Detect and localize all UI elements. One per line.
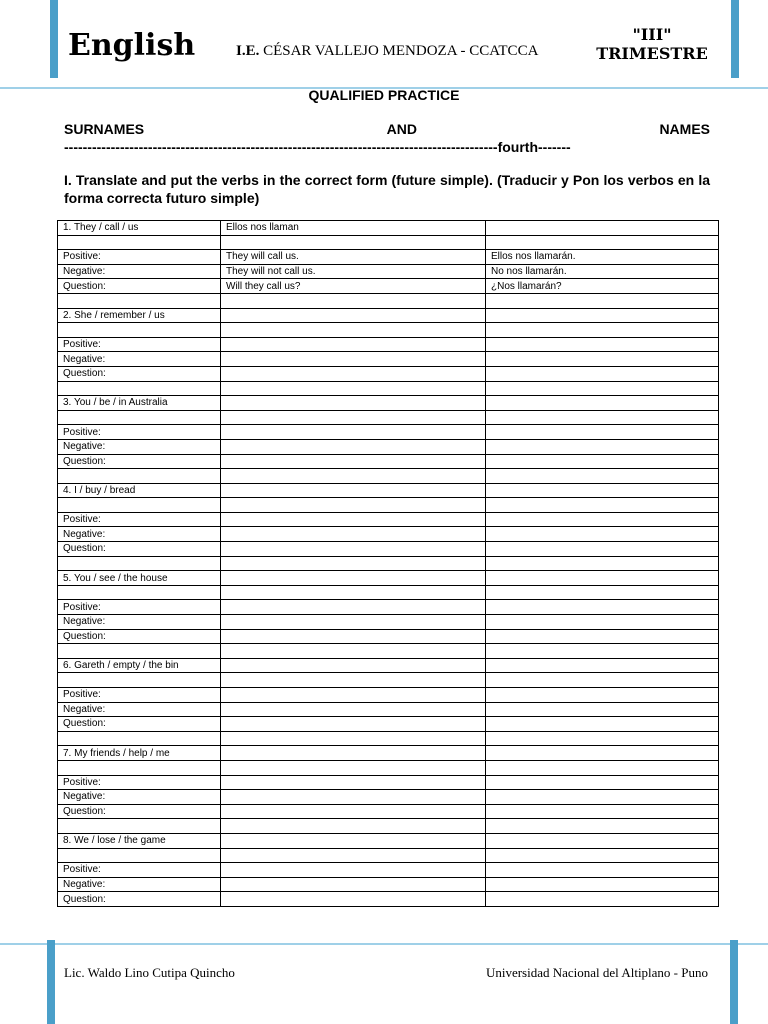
answer-row — [58, 688, 719, 703]
blank-cell — [221, 673, 486, 688]
answer-spanish — [486, 863, 719, 878]
exercise-prompt: 2. She / remember / us — [58, 308, 221, 323]
answer-label: Question: — [58, 542, 221, 557]
answer-spanish — [486, 542, 719, 557]
blank-cell — [221, 293, 486, 308]
answer-label: Positive: — [58, 425, 221, 440]
answer-spanish — [486, 775, 719, 790]
answer-row — [58, 352, 719, 367]
blank-cell — [486, 396, 719, 411]
instruction-text: I. Translate and put the verbs in the correct form (future simple). (Traducir y Pon los verbos en la forma correcta futuro simple) — [64, 172, 710, 206]
blank-row — [58, 556, 719, 571]
answer-spanish — [486, 804, 719, 819]
document-title: QUALIFIED PRACTICE — [308, 87, 460, 103]
answer-row — [58, 425, 719, 440]
blank-cell — [221, 731, 486, 746]
term-label — [584, 25, 720, 63]
blank-cell — [221, 323, 486, 338]
blank-cell — [58, 498, 221, 513]
exercise-prompt-row — [58, 746, 719, 761]
answer-label: Negative: — [58, 877, 221, 892]
blank-row — [58, 731, 719, 746]
answer-english — [221, 629, 486, 644]
answer-label: Positive: — [58, 600, 221, 615]
answer-english — [221, 775, 486, 790]
school-name — [236, 42, 538, 60]
blank-cell — [486, 323, 719, 338]
answer-label: Question: — [58, 629, 221, 644]
answer-label: Positive: — [58, 863, 221, 878]
answer-row — [58, 877, 719, 892]
answer-spanish — [486, 892, 719, 907]
blank-cell — [221, 469, 486, 484]
answer-label: Question: — [58, 892, 221, 907]
answer-label: Negative: — [58, 790, 221, 805]
blank-cell — [221, 644, 486, 659]
answer-label: Negative: — [58, 264, 221, 279]
answer-english — [221, 702, 486, 717]
answer-english — [221, 425, 486, 440]
blank-cell — [221, 381, 486, 396]
footer-right-bar — [730, 940, 738, 1024]
answer-english — [221, 600, 486, 615]
answer-english — [221, 688, 486, 703]
answer-english: They will not call us. — [221, 264, 486, 279]
blank-cell — [221, 760, 486, 775]
answer-row — [58, 790, 719, 805]
exercise-prompt-row — [58, 396, 719, 411]
exercise-prompt: 3. You / be / in Australia — [58, 396, 221, 411]
answer-row — [58, 629, 719, 644]
exercise-translation — [221, 833, 486, 848]
blank-cell — [486, 571, 719, 586]
university-name: Universidad Nacional del Altiplano - Puno — [485, 965, 708, 980]
blank-cell — [221, 556, 486, 571]
school-prefix: I.E. — [236, 43, 260, 59]
answer-english — [221, 717, 486, 732]
answer-spanish — [486, 512, 719, 527]
blank-cell — [486, 819, 719, 834]
answer-spanish — [486, 790, 719, 805]
header-left-bar — [50, 0, 58, 78]
answer-label: Negative: — [58, 439, 221, 454]
answer-spanish — [486, 337, 719, 352]
blank-cell — [486, 293, 719, 308]
answer-row — [58, 804, 719, 819]
answer-english — [221, 863, 486, 878]
blank-cell — [58, 293, 221, 308]
blank-cell — [486, 221, 719, 236]
blank-row — [58, 644, 719, 659]
answer-english — [221, 542, 486, 557]
blank-cell — [58, 469, 221, 484]
answer-row — [58, 527, 719, 542]
exercise-prompt: 6. Gareth / empty / the bin — [58, 658, 221, 673]
answer-label: Positive: — [58, 688, 221, 703]
answer-row — [58, 512, 719, 527]
blank-cell — [486, 673, 719, 688]
answer-row — [58, 717, 719, 732]
name-fill-line: ---------------------------------------------------------------------------------------------fourth------- — [64, 139, 571, 155]
answer-english — [221, 512, 486, 527]
term-number: "III" — [632, 25, 672, 44]
blank-cell — [486, 833, 719, 848]
answer-row — [58, 337, 719, 352]
exercise-prompt: 5. You / see / the house — [58, 571, 221, 586]
school-name-text: CÉSAR VALLEJO MENDOZA - CCATCCA — [263, 43, 539, 59]
exercise-prompt-row — [58, 658, 719, 673]
term-word: TRIMESTRE — [596, 44, 708, 63]
answer-english — [221, 804, 486, 819]
answer-label: Question: — [58, 454, 221, 469]
exercise-prompt-row — [58, 833, 719, 848]
blank-cell — [221, 235, 486, 250]
exercise-prompt-row — [58, 483, 719, 498]
blank-cell — [58, 731, 221, 746]
blank-cell — [486, 731, 719, 746]
answer-english: Will they call us? — [221, 279, 486, 294]
answer-label: Question: — [58, 804, 221, 819]
names-row — [64, 121, 710, 137]
names-label: NAMES — [659, 121, 710, 137]
answer-spanish — [486, 527, 719, 542]
blank-row — [58, 498, 719, 513]
answer-row — [58, 366, 719, 381]
answer-english — [221, 439, 486, 454]
answer-label: Negative: — [58, 352, 221, 367]
answer-english — [221, 790, 486, 805]
answer-row — [58, 892, 719, 907]
answer-row — [58, 279, 719, 294]
blank-row — [58, 293, 719, 308]
blank-cell — [58, 235, 221, 250]
exercise-prompt-row — [58, 571, 719, 586]
answer-english — [221, 527, 486, 542]
answer-label: Negative: — [58, 615, 221, 630]
exercise-translation — [221, 746, 486, 761]
exercise-prompt: 8. We / lose / the game — [58, 833, 221, 848]
answer-row — [58, 775, 719, 790]
exercise-translation — [221, 308, 486, 323]
blank-row — [58, 381, 719, 396]
blank-row — [58, 585, 719, 600]
blank-cell — [58, 585, 221, 600]
blank-row — [58, 469, 719, 484]
exercise-translation — [221, 483, 486, 498]
blank-cell — [58, 323, 221, 338]
blank-cell — [58, 644, 221, 659]
answer-spanish: ¿Nos llamarán? — [486, 279, 719, 294]
answer-row — [58, 615, 719, 630]
blank-cell — [486, 498, 719, 513]
blank-cell — [221, 819, 486, 834]
blank-cell — [58, 410, 221, 425]
blank-cell — [221, 585, 486, 600]
exercise-prompt-row — [58, 308, 719, 323]
exercise-translation — [221, 571, 486, 586]
answer-spanish — [486, 352, 719, 367]
answer-english — [221, 366, 486, 381]
answer-english — [221, 454, 486, 469]
exercise-translation — [221, 396, 486, 411]
answer-spanish: No nos llamarán. — [486, 264, 719, 279]
answer-label: Negative: — [58, 702, 221, 717]
answer-spanish — [486, 688, 719, 703]
answer-spanish — [486, 454, 719, 469]
blank-cell — [58, 848, 221, 863]
blank-cell — [486, 585, 719, 600]
exercise-prompt-row — [58, 221, 719, 236]
blank-cell — [221, 848, 486, 863]
blank-row — [58, 323, 719, 338]
answer-row — [58, 542, 719, 557]
blank-row — [58, 819, 719, 834]
blank-cell — [486, 746, 719, 761]
exercise-translation — [221, 658, 486, 673]
footer-divider — [0, 943, 768, 945]
exercise-table — [57, 220, 719, 907]
answer-label: Positive: — [58, 775, 221, 790]
answer-label: Positive: — [58, 250, 221, 265]
answer-english — [221, 337, 486, 352]
blank-cell — [486, 644, 719, 659]
blank-cell — [486, 381, 719, 396]
blank-cell — [486, 469, 719, 484]
answer-label: Positive: — [58, 512, 221, 527]
answer-spanish — [486, 702, 719, 717]
blank-cell — [486, 556, 719, 571]
answer-row — [58, 439, 719, 454]
answer-row — [58, 702, 719, 717]
answer-spanish — [486, 629, 719, 644]
blank-cell — [486, 410, 719, 425]
answer-spanish: Ellos nos llamarán. — [486, 250, 719, 265]
blank-cell — [58, 760, 221, 775]
answer-english — [221, 892, 486, 907]
blank-cell — [58, 556, 221, 571]
subject-title: English — [68, 28, 196, 63]
blank-cell — [486, 235, 719, 250]
blank-cell — [221, 410, 486, 425]
answer-spanish — [486, 439, 719, 454]
answer-label: Question: — [58, 366, 221, 381]
blank-row — [58, 760, 719, 775]
blank-row — [58, 235, 719, 250]
header-right-bar — [731, 0, 739, 78]
answer-spanish — [486, 615, 719, 630]
exercise-table-body — [58, 221, 719, 907]
blank-cell — [486, 658, 719, 673]
blank-cell — [58, 819, 221, 834]
surnames-label: SURNAMES — [64, 121, 145, 137]
blank-cell — [486, 760, 719, 775]
answer-english — [221, 352, 486, 367]
and-label: AND — [386, 121, 417, 137]
teacher-name: Lic. Waldo Lino Cutipa Quincho — [64, 965, 235, 980]
answer-row — [58, 600, 719, 615]
answer-row — [58, 863, 719, 878]
answer-row — [58, 250, 719, 265]
answer-spanish — [486, 717, 719, 732]
answer-english — [221, 877, 486, 892]
exercise-prompt: 1. They / call / us — [58, 221, 221, 236]
answer-row — [58, 454, 719, 469]
answer-label: Question: — [58, 279, 221, 294]
blank-cell — [486, 848, 719, 863]
exercise-prompt: 7. My friends / help / me — [58, 746, 221, 761]
blank-row — [58, 410, 719, 425]
blank-cell — [486, 308, 719, 323]
answer-label: Positive: — [58, 337, 221, 352]
blank-cell — [58, 673, 221, 688]
answer-spanish — [486, 877, 719, 892]
answer-row — [58, 264, 719, 279]
answer-label: Negative: — [58, 527, 221, 542]
answer-english: They will call us. — [221, 250, 486, 265]
blank-row — [58, 673, 719, 688]
answer-spanish — [486, 366, 719, 381]
exercise-prompt: 4. I / buy / bread — [58, 483, 221, 498]
answer-spanish — [486, 425, 719, 440]
footer-left-bar — [47, 940, 55, 1024]
blank-cell — [221, 498, 486, 513]
exercise-translation: Ellos nos llaman — [221, 221, 486, 236]
blank-cell — [486, 483, 719, 498]
blank-cell — [58, 381, 221, 396]
blank-row — [58, 848, 719, 863]
answer-label: Question: — [58, 717, 221, 732]
answer-spanish — [486, 600, 719, 615]
answer-english — [221, 615, 486, 630]
